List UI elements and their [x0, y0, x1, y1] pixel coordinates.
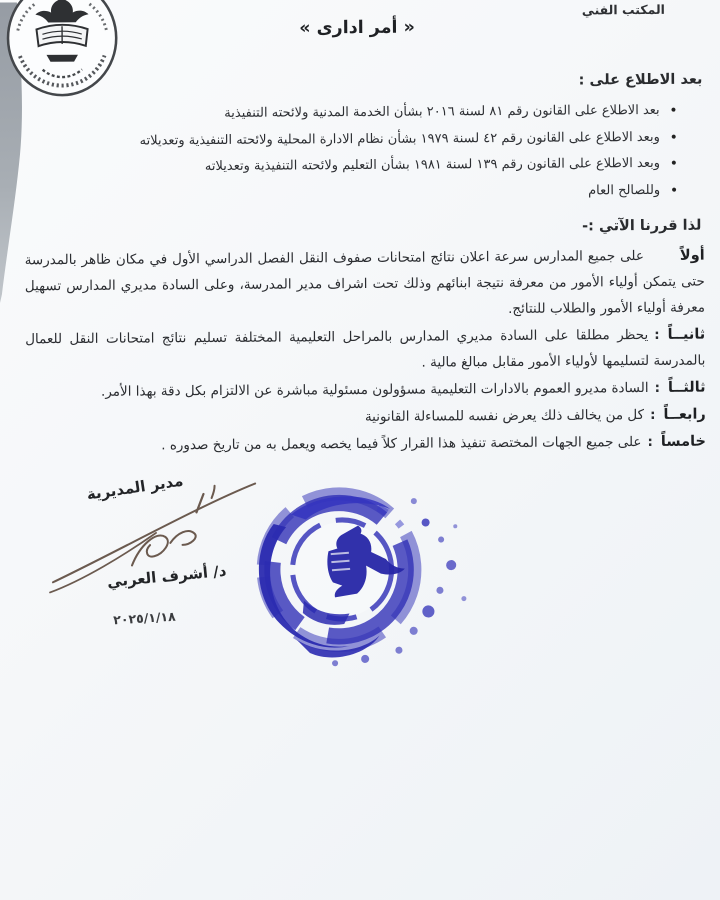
signatory-name: د/ أشرف العربي — [106, 561, 228, 591]
decision-item-fourth — [26, 402, 706, 433]
ministry-emblem-logo — [3, 0, 122, 100]
decision-label: خامساً — [660, 433, 707, 450]
decision-separator: : — [647, 433, 653, 450]
decision-item-second — [25, 322, 705, 379]
preamble-heading: بعد الاطلاع على : — [578, 71, 703, 89]
decision-text: السادة مديرو العموم بالادارات التعليمية مسؤولون مسئولية مباشرة عن الالتزام بكل دقة بهذا الأمر. — [100, 379, 649, 400]
bullet-icon: • — [669, 129, 678, 146]
decision-line: بالمدرسة لتسليمها لأولياء الأمور مقابل مبالغ مالية . — [421, 352, 706, 371]
decision-line: حتى يتمكن أولياء الأمور من معرفة نتيجة ابنائهم وذلك تحت اشراف مدير المدرسة، وعلى السادة مديري المدارس تسهيل — [24, 273, 705, 295]
bullet-icon: • — [669, 155, 679, 172]
signature-title: مدير المديرية — [85, 471, 185, 504]
bullet-icon: • — [669, 102, 678, 119]
decisions-heading: لذا قررنا الآتي :- — [581, 217, 702, 235]
decision-item-third — [25, 375, 705, 406]
preamble-item-text: وبعد الاطلاع على القانون رقم ٤٢ لسنة ١٩٧٩ بشأن نظام الادارة المحلية ولائحته التنفيذية وتعديلاته — [139, 129, 660, 149]
preamble-item-text: وبعد الاطلاع على القانون رقم ١٣٩ لسنة ١٩٨١ بشأن التعليم ولائحته التنفيذية وتعديلاته — [204, 155, 661, 175]
decision-text: كل من يخالف ذلك يعرض نفسه للمساءلة القانونية — [364, 407, 645, 425]
decision-label: رابعــاً — [663, 406, 706, 423]
decision-text: على جميع الجهات المختصة تنفيذ هذا القرار كلاً فيما يخصه ويعمل به من تاريخ صدوره . — [161, 434, 642, 454]
decision-label: أولاً — [679, 247, 705, 264]
decision-separator: : — [654, 379, 661, 396]
preamble-item-text: بعد الاطلاع على القانون رقم ٨١ لسنة ٢٠١٦ بشأن الخدمة المدنية ولائحته التنفيذية — [224, 102, 660, 121]
decision-label: ثانيــاً — [667, 326, 706, 343]
page-title: « أمر ادارى » — [299, 17, 415, 39]
decision-item-first — [25, 243, 706, 326]
decision-line — [25, 375, 705, 406]
decision-separator: : — [654, 326, 660, 343]
bullet-icon: • — [669, 182, 679, 199]
decision-line — [26, 429, 706, 460]
list-item — [28, 151, 678, 182]
decision-text: على جميع المدارس سرعة اعلان نتائج امتحانات صفوف النقل الفصل الدراسي الأول في مكان ظاهر بالمدرسة — [24, 248, 644, 269]
preamble-item-text: وللصالح العام — [588, 182, 661, 198]
decision-line — [26, 402, 706, 433]
handwritten-signature — [46, 467, 265, 607]
decision-label: ثالثــاً — [667, 379, 706, 396]
decision-separator: : — [649, 406, 656, 423]
signature-date: ٢٠٢٥/١/١٨ — [112, 608, 177, 628]
decision-text: يحظر مطلقا على السادة مديري المدارس بالمراحل التعليمية المختلفة تسليم نتائج امتحانات النقل للعمال — [25, 326, 649, 348]
office-label: المكتب الفني — [581, 1, 665, 18]
official-blue-stamp — [230, 475, 469, 669]
decisions-body — [25, 243, 706, 461]
decision-line: معرفة أولياء الأمور والطلاب للنتائج. — [507, 299, 706, 317]
list-item — [28, 177, 678, 208]
preamble-list — [28, 98, 679, 209]
decision-item-fifth — [26, 429, 706, 460]
